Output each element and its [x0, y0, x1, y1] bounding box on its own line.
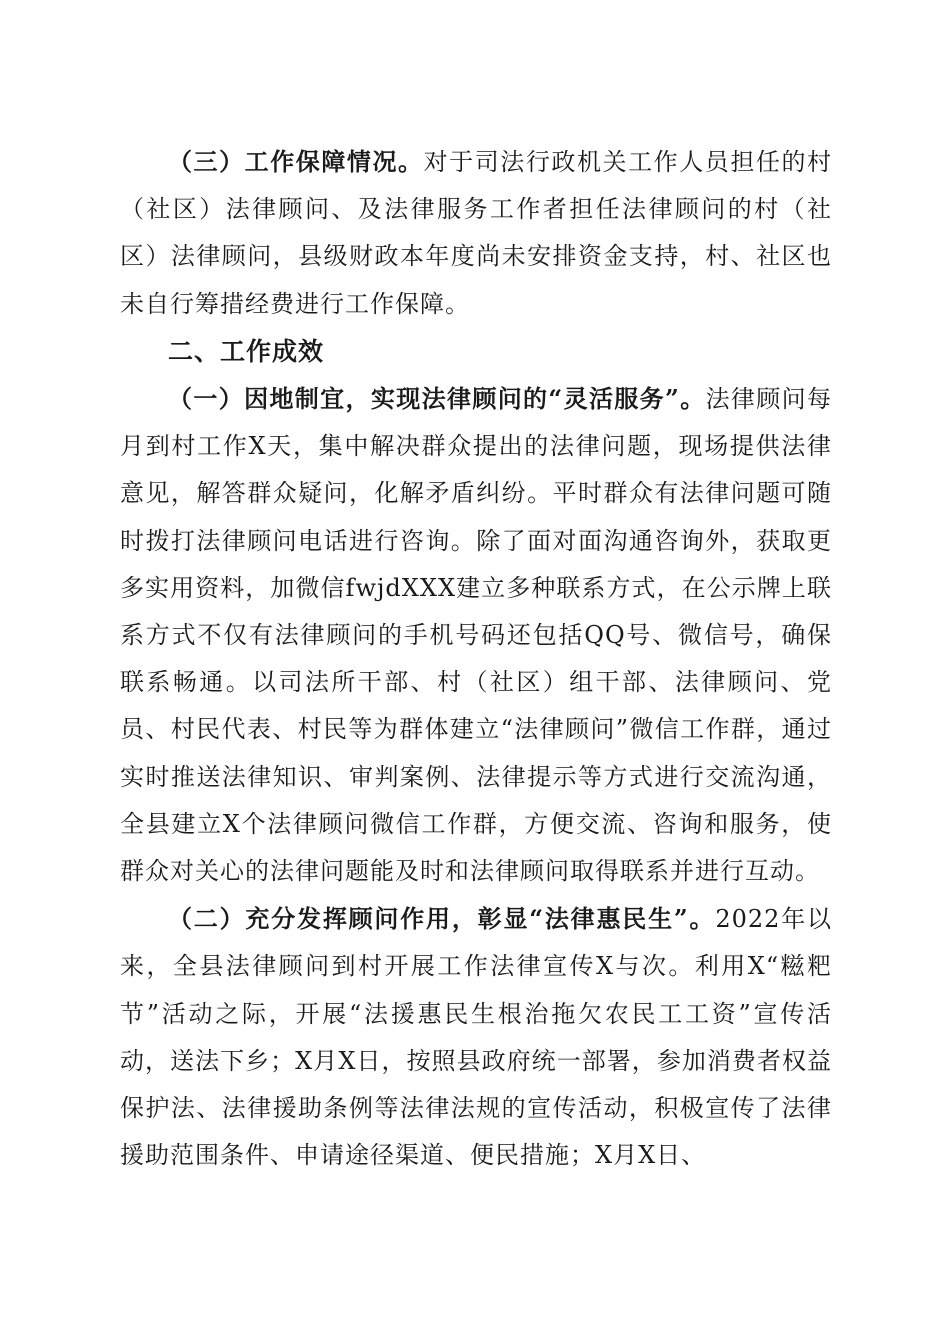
document-body [120, 138, 832, 1179]
paragraph-lead: （二）充分发挥顾问作用，彰显“法律惠民生”。 [168, 904, 716, 934]
paragraph-lead: （一）因地制宜，实现法律顾问的“灵活服务”。 [168, 384, 706, 414]
paragraph-lead: （三）工作保障情况。 [168, 147, 424, 176]
paragraph-text: 法律顾问每月到村工作X天，集中解决群众提出的法律问题，现场提供法律意见，解答群众疑问，化解矛盾纠纷。平时群众有法律问题可随时拨打法律顾问电话进行咨询。除了面对面沟通咨询外，获取更多实用资料，加微信fwjdXXX建立多种联系方式，在公示牌上联系方式不仅有法律顾问的手机号码还包括QQ号、微信号，确保联系畅通。以司法所干部、村（社区）组干部、法律顾问、党员、村民代表、村民等为群体建立“法律顾问”微信工作群，通过实时推送法律知识、审判案例、法律提示等方式进行交流沟通，全县建立X个法律顾问微信工作群，方便交流、咨询和服务，使群众对关心的法律问题能及时和法律顾问取得联系并进行互动。 [120, 385, 833, 886]
paragraph-work-guarantee [120, 138, 832, 328]
paragraph-flexible-service [120, 375, 832, 895]
section-heading-work-results: 二、工作成效 [168, 336, 325, 366]
paragraph-text: 对于司法行政机关工作人员担任的村（社区）法律顾问、及法律服务工作者担任法律顾问的村（社区）法律顾问，县级财政本年度尚未安排资金支持，村、社区也未自行筹措经费进行工作保障。 [120, 148, 833, 318]
paragraph-law-benefits-people [120, 895, 832, 1179]
paragraph-text: 2022年以来，全县法律顾问到村开展工作法律宣传X与次。利用X“糍粑节”活动之际，开展“法援惠民生根治拖欠农民工工资”宣传活动，送法下乡；X月X日，按照县政府统一部署，参加消费者权益保护法、法律援助条例等法律法规的宣传活动，积极宣传了法律援助范围条件、申请途径渠道、便民措施；X月X日、 [120, 905, 832, 1170]
